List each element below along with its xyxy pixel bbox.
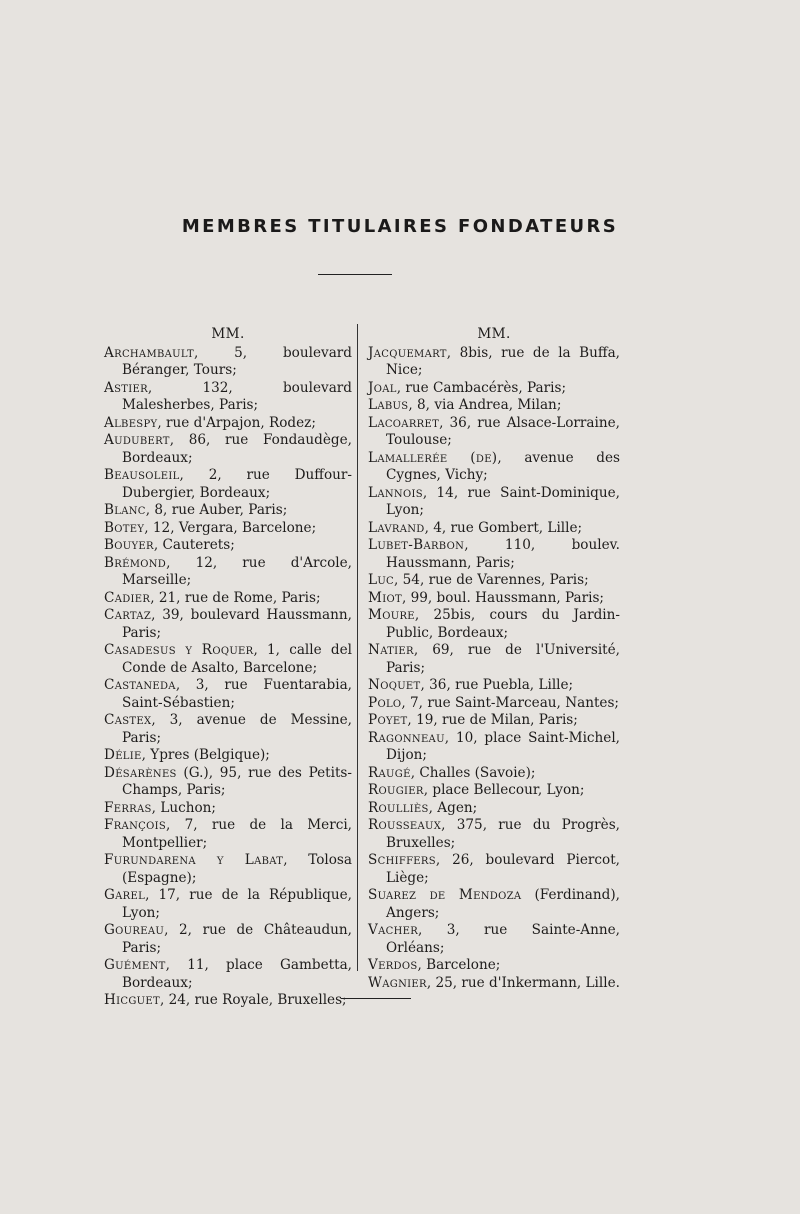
member-name: Hicguet bbox=[104, 992, 160, 1008]
member-name: Raugé bbox=[368, 764, 411, 781]
member-address: , 25bis, cours du Jardin-Public, Bordeaux; bbox=[386, 607, 620, 641]
member-entry bbox=[104, 677, 352, 712]
member-name: Luc bbox=[368, 572, 395, 588]
member-name: Wagnier bbox=[368, 974, 427, 991]
member-name: Ragonneau bbox=[368, 729, 445, 746]
member-address: , 24, rue Royale, Bruxelles; bbox=[159, 992, 347, 1008]
member-entry bbox=[368, 712, 620, 730]
member-name: Miot bbox=[368, 589, 402, 606]
member-name: Albespy bbox=[104, 414, 158, 431]
member-entry bbox=[104, 590, 352, 608]
member-name: Roulliès bbox=[368, 799, 429, 816]
member-entry bbox=[104, 887, 352, 922]
member-name: Furundarena y Labat bbox=[104, 852, 284, 868]
member-entry bbox=[104, 415, 352, 433]
member-address: , 12, Vergara, Barcelone; bbox=[144, 519, 317, 536]
member-entry bbox=[368, 677, 620, 695]
member-name: Rougier bbox=[368, 782, 424, 798]
member-name: Lubet-Barbon bbox=[368, 537, 465, 553]
member-entry bbox=[104, 992, 352, 1010]
member-name: Blanc bbox=[104, 502, 146, 518]
member-address: , 26, boulevard Piercot, Liège; bbox=[386, 852, 620, 886]
member-entry bbox=[104, 380, 352, 415]
member-name: Ferras bbox=[104, 799, 152, 816]
member-name: Délie bbox=[104, 747, 142, 763]
member-entry bbox=[104, 957, 352, 992]
member-address: , rue Cambacérès, Paris; bbox=[396, 379, 567, 396]
member-name: Joal bbox=[368, 379, 397, 396]
member-name: Polo bbox=[368, 694, 402, 711]
member-entry bbox=[104, 852, 352, 887]
member-entry bbox=[104, 747, 352, 765]
member-entry bbox=[104, 765, 352, 800]
member-address: , 2, rue de Châteaudun, Paris; bbox=[122, 922, 352, 956]
member-name: Labus bbox=[368, 397, 409, 413]
member-entry bbox=[368, 730, 620, 765]
member-entry bbox=[368, 415, 620, 450]
left-column-header: MM. bbox=[211, 326, 245, 342]
member-name: François bbox=[104, 817, 166, 833]
member-entry bbox=[368, 520, 620, 538]
member-address: , 3, rue Sainte-Anne, Orléans; bbox=[386, 922, 620, 956]
member-entry bbox=[104, 642, 352, 677]
member-entry bbox=[104, 555, 352, 590]
member-entry bbox=[368, 397, 620, 415]
member-entry bbox=[368, 590, 620, 608]
member-address: , 36, rue Alsace-Lorraine, Toulouse; bbox=[386, 414, 620, 448]
member-name: Moure bbox=[368, 607, 415, 623]
member-name: Lacoarret bbox=[368, 414, 440, 431]
member-name: Schiffers bbox=[368, 852, 436, 868]
member-address: (Ferdinand), Angers; bbox=[386, 887, 620, 921]
column-divider bbox=[357, 324, 358, 971]
right-column bbox=[368, 326, 620, 992]
member-entry bbox=[368, 975, 620, 993]
member-entry bbox=[368, 887, 620, 922]
member-entry bbox=[368, 852, 620, 887]
member-address: , 2, rue Duffour-Dubergier, Bordeaux; bbox=[122, 467, 352, 501]
member-entry bbox=[368, 450, 620, 485]
member-address: , 86, rue Fondaudège, Bordeaux; bbox=[122, 432, 352, 466]
member-address: , 12, rue d'Arcole, Marseille; bbox=[122, 554, 352, 588]
left-member-list bbox=[104, 345, 352, 1010]
bottom-rule bbox=[341, 998, 411, 999]
member-name: Rousseaux bbox=[368, 817, 442, 833]
member-entry bbox=[368, 922, 620, 957]
member-address: , avenue des Cygnes, Vichy; bbox=[386, 449, 620, 483]
member-address: , 7, rue Saint-Marceau, Nantes; bbox=[401, 694, 620, 711]
member-entry bbox=[368, 817, 620, 852]
page-title: MEMBRES TITULAIRES FONDATEURS bbox=[181, 216, 619, 237]
member-name: Castaneda bbox=[104, 677, 176, 693]
member-entry bbox=[368, 765, 620, 783]
member-address: , Agen; bbox=[428, 799, 478, 816]
member-address: , 4, rue Gombert, Lille; bbox=[424, 519, 583, 536]
member-name: Guément bbox=[104, 957, 166, 973]
member-name: Verdos bbox=[368, 957, 418, 973]
member-entry bbox=[104, 520, 352, 538]
right-column-header: MM. bbox=[477, 326, 511, 342]
member-entry bbox=[368, 800, 620, 818]
member-address: , 54, rue de Varennes, Paris; bbox=[394, 572, 589, 588]
member-address: , 36, rue Puebla, Lille; bbox=[420, 677, 574, 693]
member-address: , 5, boulevard Béranger, Tours; bbox=[122, 344, 352, 378]
member-address: , 11, place Gambetta, Bordeaux; bbox=[122, 957, 352, 991]
member-name: Désarènes bbox=[104, 764, 177, 781]
member-entry bbox=[368, 607, 620, 642]
member-entry bbox=[104, 922, 352, 957]
member-name: Lannois bbox=[368, 484, 423, 501]
member-name: Audubert bbox=[104, 432, 170, 448]
member-address: , rue d'Arpajon, Rodez; bbox=[157, 414, 316, 431]
member-entry bbox=[368, 695, 620, 713]
member-name: Casadesus y Roquer bbox=[104, 642, 254, 658]
member-entry bbox=[104, 537, 352, 555]
member-address: , 375, rue du Progrès, Bruxelles; bbox=[386, 817, 620, 851]
member-name: Archambault bbox=[104, 344, 194, 361]
member-address: , 17, rue de la République, Lyon; bbox=[122, 887, 352, 921]
member-entry bbox=[368, 537, 620, 572]
member-address: , 21, rue de Rome, Paris; bbox=[150, 589, 321, 606]
member-name: Botey bbox=[104, 519, 145, 536]
member-name: Lavrand bbox=[368, 519, 425, 536]
member-name: Cartaz bbox=[104, 607, 152, 623]
member-entry bbox=[368, 572, 620, 590]
member-address: , Cauterets; bbox=[153, 537, 235, 553]
member-address: , 99, boul. Haussmann, Paris; bbox=[401, 589, 605, 606]
member-address: (G.), 95, rue des Petits-Champs, Paris; bbox=[122, 764, 352, 798]
member-entry bbox=[368, 957, 620, 975]
member-name: Garel bbox=[104, 887, 146, 903]
member-address: , 10, place Saint-Michel, Dijon; bbox=[386, 729, 620, 763]
member-name: Astier bbox=[104, 379, 148, 396]
member-address: , 8, rue Auber, Paris; bbox=[145, 502, 288, 518]
member-name: Lamallerée (de) bbox=[368, 449, 498, 466]
member-name: Jacquemart bbox=[368, 344, 447, 361]
member-address: , 39, boulevard Haussmann, Paris; bbox=[122, 607, 352, 641]
member-name: Bouyer bbox=[104, 537, 154, 553]
member-entry bbox=[368, 642, 620, 677]
member-entry bbox=[368, 345, 620, 380]
member-address: , 8, via Andrea, Milan; bbox=[408, 397, 562, 413]
member-entry bbox=[104, 502, 352, 520]
member-address: , 132, boulevard Malesherbes, Paris; bbox=[122, 379, 352, 413]
member-name: Brémond bbox=[104, 554, 167, 571]
member-address: , 3, avenue de Messine, Paris; bbox=[122, 712, 352, 746]
member-name: Beausoleil bbox=[104, 467, 180, 483]
member-entry bbox=[368, 782, 620, 800]
member-name: Noquet bbox=[368, 677, 421, 693]
member-entry bbox=[104, 432, 352, 467]
member-name: Castex bbox=[104, 712, 152, 728]
member-name: Vacher bbox=[368, 922, 419, 938]
member-address: , 8bis, rue de la Buffa, Nice; bbox=[386, 344, 620, 378]
member-name: Suarez de Mendoza bbox=[368, 887, 522, 903]
member-address: , Challes (Savoie); bbox=[410, 764, 536, 781]
member-name: Goureau bbox=[104, 922, 165, 938]
member-entry bbox=[104, 800, 352, 818]
member-address: , 69, rue de l'Université, Paris; bbox=[386, 642, 620, 676]
member-entry bbox=[104, 817, 352, 852]
member-entry bbox=[104, 345, 352, 380]
member-name: Natier bbox=[368, 642, 414, 658]
title-rule bbox=[318, 274, 392, 275]
member-address: , 19, rue de Milan, Paris; bbox=[407, 712, 578, 728]
member-entry bbox=[368, 380, 620, 398]
member-address: , 25, rue d'Inkermann, Lille. bbox=[426, 974, 620, 991]
member-address: , Ypres (Belgique); bbox=[141, 747, 270, 763]
member-name: Poyet bbox=[368, 712, 408, 728]
member-entry bbox=[104, 607, 352, 642]
member-address: , 110, boulev. Haussmann, Paris; bbox=[386, 537, 620, 571]
member-address: , 7, rue de la Merci, Montpellier; bbox=[122, 817, 352, 851]
member-address: , Luchon; bbox=[151, 799, 216, 816]
member-entry bbox=[104, 467, 352, 502]
member-address: , Tolosa (Espagne); bbox=[122, 852, 353, 886]
member-address: , 3, rue Fuentarabia, Saint-Sébastien; bbox=[122, 677, 352, 711]
right-member-list bbox=[368, 345, 620, 993]
member-name: Cadier bbox=[104, 589, 151, 606]
member-address: , Barcelone; bbox=[417, 957, 501, 973]
member-address: , 14, rue Saint-Dominique, Lyon; bbox=[386, 484, 620, 518]
member-entry bbox=[104, 712, 352, 747]
left-column bbox=[104, 326, 352, 1010]
member-entry bbox=[368, 485, 620, 520]
member-address: , 1, calle del Conde de Asalto, Barcelone; bbox=[122, 642, 352, 676]
member-address: , place Bellecour, Lyon; bbox=[423, 782, 585, 798]
